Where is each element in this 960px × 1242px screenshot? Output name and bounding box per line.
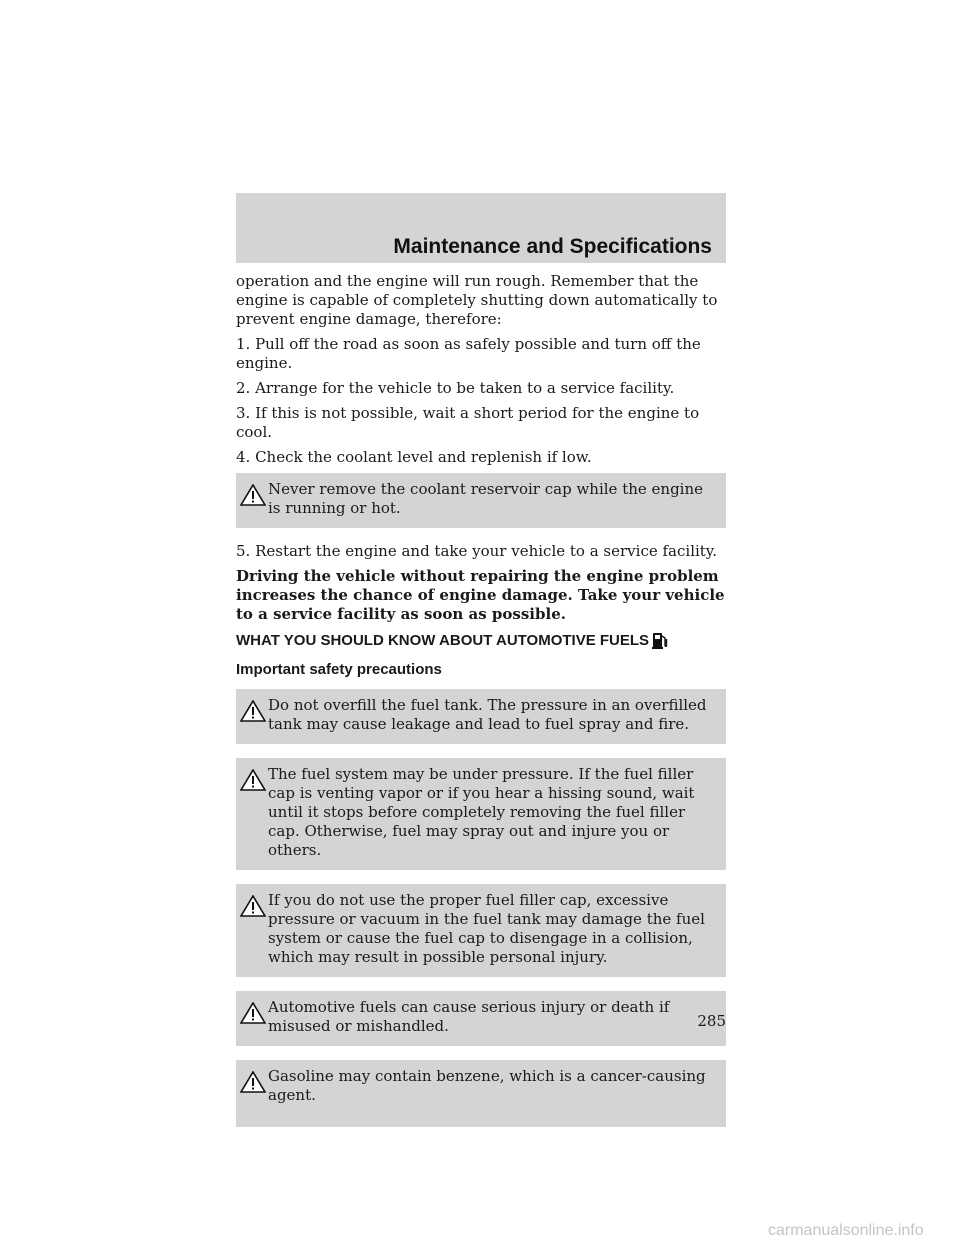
watermark: carmanualsonline.info (768, 1222, 924, 1239)
warning-text: The fuel system may be under pressure. If the fuel filler cap is venting vapor or if you hear a hissing sound, wait until it stops before completely removing the fuel filler cap. Otherwise, fuel may spray out and injure you or others. (268, 765, 695, 859)
warning-box-misuse (236, 991, 726, 1046)
page-title: Maintenance and Specifications (393, 235, 712, 258)
warning-text: Gasoline may contain benzene, which is a cancer-causing agent. (268, 1067, 706, 1104)
warning-text: If you do not use the proper fuel filler cap, excessive pressure or vacuum in the fuel tank may damage the fuel system or cause the fuel cap to disengage in a collision, which may result in possible personal injury. (268, 891, 705, 966)
warning-box-benzene (236, 1060, 726, 1127)
step-1: 1. Pull off the road as soon as safely possible and turn off the engine. (236, 335, 701, 372)
warning-text: Automotive fuels can cause serious injury or death if misused or mishandled. (268, 998, 670, 1035)
step-4: 4. Check the coolant level and replenish if low. (236, 448, 592, 466)
warning-triangle-icon (240, 700, 266, 722)
intro-paragraph: operation and the engine will run rough. Remember that the engine is capable of completely shutting down automatically to prevent engine damage, therefore: (236, 272, 718, 328)
section-heading-row (236, 630, 726, 650)
warning-triangle-icon (240, 1071, 266, 1093)
warning-triangle-icon (240, 895, 266, 917)
step-2: 2. Arrange for the vehicle to be taken to a service facility. (236, 379, 675, 397)
page-content (236, 272, 726, 1141)
page-number: 285 (697, 1012, 726, 1030)
subheading: Important safety precautions (236, 661, 442, 678)
warning-triangle-icon (240, 484, 266, 506)
warning-triangle-icon (240, 769, 266, 791)
warning-triangle-icon (240, 1002, 266, 1024)
section-heading: WHAT YOU SHOULD KNOW ABOUT AUTOMOTIVE FUELS (236, 632, 650, 649)
step-5: 5. Restart the engine and take your vehicle to a service facility. (236, 542, 718, 560)
fuel-pump-icon (651, 630, 669, 650)
warning-box-filler-cap (236, 884, 726, 977)
warning-box-coolant (236, 473, 726, 528)
step-3: 3. If this is not possible, wait a short period for the engine to cool. (236, 404, 700, 441)
warning-text: Do not overfill the fuel tank. The pressure in an overfilled tank may cause leakage and lead to fuel spray and fire. (268, 696, 707, 733)
warning-text: Never remove the coolant reservoir cap while the engine is running or hot. (268, 480, 703, 517)
warning-box-overfill (236, 689, 726, 744)
header-band (236, 193, 726, 263)
bold-notice: Driving the vehicle without repairing the engine problem increases the chance of engine damage. Take your vehicle to a service facility as soon as possible. (236, 567, 725, 623)
warning-box-pressure (236, 758, 726, 870)
